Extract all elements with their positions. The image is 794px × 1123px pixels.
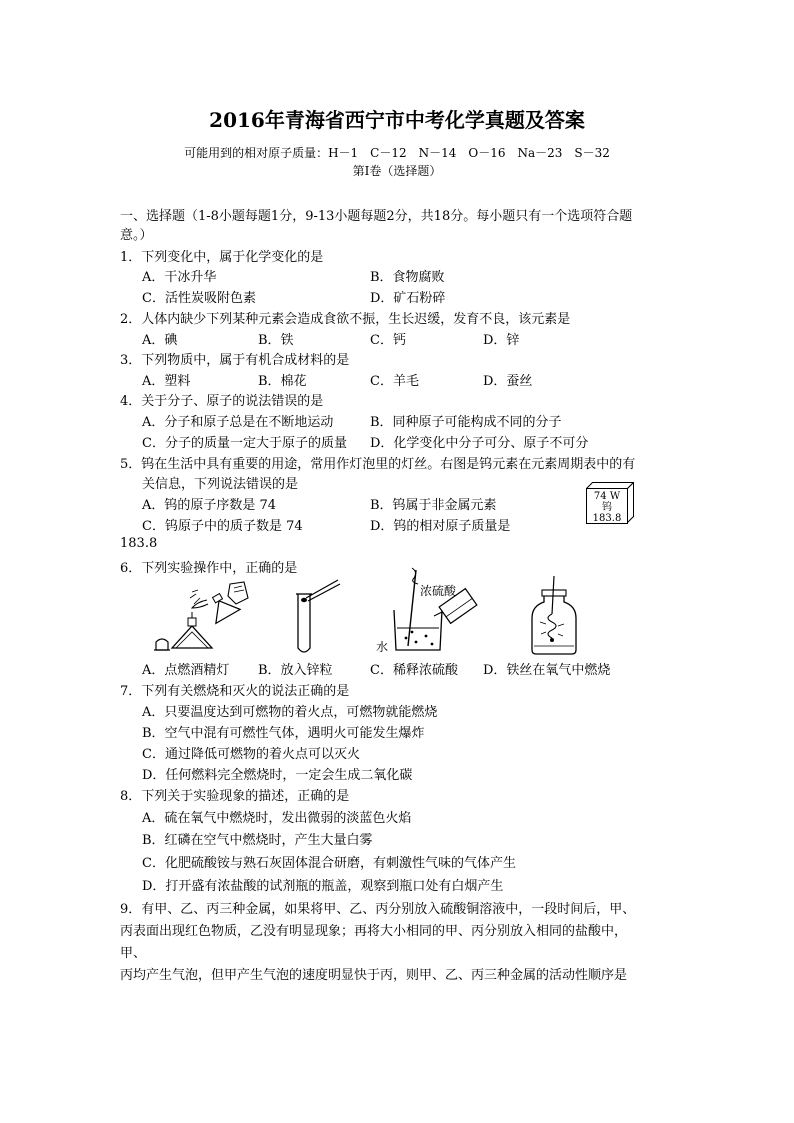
q2-option-c: C．钙 [370, 333, 406, 348]
q7-option-b: B．空气中混有可燃性气体，遇明火可能发生爆炸 [142, 726, 425, 741]
q9-line-4: 丙均产生气泡，但甲产生气泡的速度明显快于丙，则甲、乙、丙三种金属的活动性顺序是 [120, 968, 628, 983]
alcohol-lamp-drawing [152, 578, 252, 658]
q5-stem-cont: 关信息，下列说法错误的是 [142, 477, 299, 492]
iron-wire-bottle-drawing [524, 574, 584, 658]
figure-dilute-acid [372, 566, 482, 656]
atomic-masses: 可能用到的相对原子质量：H－1 C－12 N－14 O－16 Na－23 S－32 [184, 146, 610, 160]
q4-option-b: B．同种原子可能构成不同的分子 [370, 415, 562, 430]
q4-stem: 4．关于分子、原子的说法错误的是 [120, 394, 324, 409]
q6-stem: 6．下列实验操作中，正确的是 [120, 561, 298, 576]
q8-stem: 8．下列关于实验现象的描述，正确的是 [120, 789, 350, 804]
q8-option-a: A．硫在氧气中燃烧时，发出微弱的淡蓝色火焰 [142, 811, 412, 826]
section-heading-cont: 意。） [120, 228, 153, 243]
element-number: 74 [593, 491, 607, 502]
q5-option-d-cont: 183.8 [120, 536, 158, 551]
acid-label: 浓硫酸 [420, 584, 457, 598]
q5-option-a: A．钨的原子序数是 74 [142, 498, 277, 513]
q4-option-a: A．分子和原子总是在不断地运动 [142, 415, 334, 430]
q8-option-d: D．打开盛有浓盐酸的试剂瓶的瓶盖，观察到瓶口处有白烟产生 [142, 879, 504, 894]
q8-option-b: B．红磷在空气中燃烧时，产生大量白雾 [142, 833, 373, 848]
q4-option-c: C．分子的质量一定大于原子的质量 [142, 436, 347, 451]
q6-option-a: A．点燃酒精灯 [142, 663, 230, 678]
q5-option-b: B．钨属于非金属元素 [370, 498, 497, 513]
q7-option-d: D．任何燃料完全燃烧时，一定会生成二氧化碳 [142, 768, 413, 783]
q6-option-d: D．铁丝在氧气中燃烧 [483, 663, 611, 678]
q3-stem: 3．下列物质中，属于有机合成材料的是 [120, 353, 350, 368]
water-label: 水 [376, 640, 389, 654]
q5-option-d: D．钨的相对原子质量是 [370, 519, 511, 534]
test-tube-drawing [286, 576, 346, 658]
q8-option-c: C．化肥硫酸铵与熟石灰固体混合研磨，有刺激性气味的气体产生 [142, 856, 516, 871]
q1-option-b: B．食物腐败 [370, 270, 445, 285]
q3-option-d: D．蚕丝 [483, 374, 533, 389]
tungsten-element-card [586, 482, 634, 524]
element-name: 钨 [602, 502, 612, 513]
q2-option-b: B．铁 [258, 333, 294, 348]
element-mass: 183.8 [592, 513, 622, 524]
q6-option-b: B．放入锌粒 [258, 663, 333, 678]
q9-line-1: 9．有甲、乙、丙三种金属，如果将甲、乙、丙分别放入硫酸铜溶液中，一段时间后，甲、 [120, 902, 636, 917]
q6-option-c: C．稀释浓硫酸 [370, 663, 458, 678]
q7-option-c: C．通过降低可燃物的着火点可以灭火 [142, 747, 360, 762]
q5-option-c: C．钨原子中的质子数是 74 [142, 519, 303, 534]
q9-line-3: 甲、 [120, 946, 147, 961]
figure-iron-wire [524, 574, 584, 658]
q1-option-c: C．活性炭吸附色素 [142, 291, 256, 306]
acid-dilution-drawing [372, 566, 482, 656]
q2-option-a: A．碘 [142, 333, 178, 348]
element-symbol: W [609, 491, 621, 502]
section-heading: 一、选择题（1-8小题每题1分，9-13小题每题2分，共18分。每小题只有一个选项符合题 [120, 209, 633, 224]
volume-heading: 第Ⅰ卷（选择题） [352, 164, 442, 178]
figure-zinc-test-tube [286, 576, 346, 658]
q7-option-a: A．只要温度达到可燃物的着火点，可燃物就能燃烧 [142, 705, 438, 720]
q4-option-d: D．化学变化中分子可分、原子不可分 [370, 436, 589, 451]
q2-stem: 2．人体内缺少下列某种元素会造成食欲不振，生长迟缓，发育不良，该元素是 [120, 312, 571, 327]
figure-alcohol-lamp [152, 578, 252, 658]
q1-option-d: D．矿石粉碎 [370, 291, 446, 306]
q9-line-2: 丙表面出现红色物质，乙没有明显现象；再将大小相同的甲、丙分别放入相同的盐酸中， [120, 924, 628, 939]
q1-option-a: A．干冰升华 [142, 270, 217, 285]
q3-option-c: C．羊毛 [370, 374, 419, 389]
q1-stem: 1．下列变化中，属于化学变化的是 [120, 250, 324, 265]
q7-stem: 7．下列有关燃烧和灭火的说法正确的是 [120, 684, 350, 699]
page-title: 2016年青海省西宁市中考化学真题及答案 [209, 108, 585, 132]
q3-option-b: B．棉花 [258, 374, 307, 389]
q3-option-a: A．塑料 [142, 374, 191, 389]
q2-option-d: D．锌 [483, 333, 520, 348]
element-card-face [586, 488, 628, 524]
q5-stem: 5．钨在生活中具有重要的用途，常用作灯泡里的灯丝。右图是钨元素在元素周期表中的有 [120, 457, 636, 472]
